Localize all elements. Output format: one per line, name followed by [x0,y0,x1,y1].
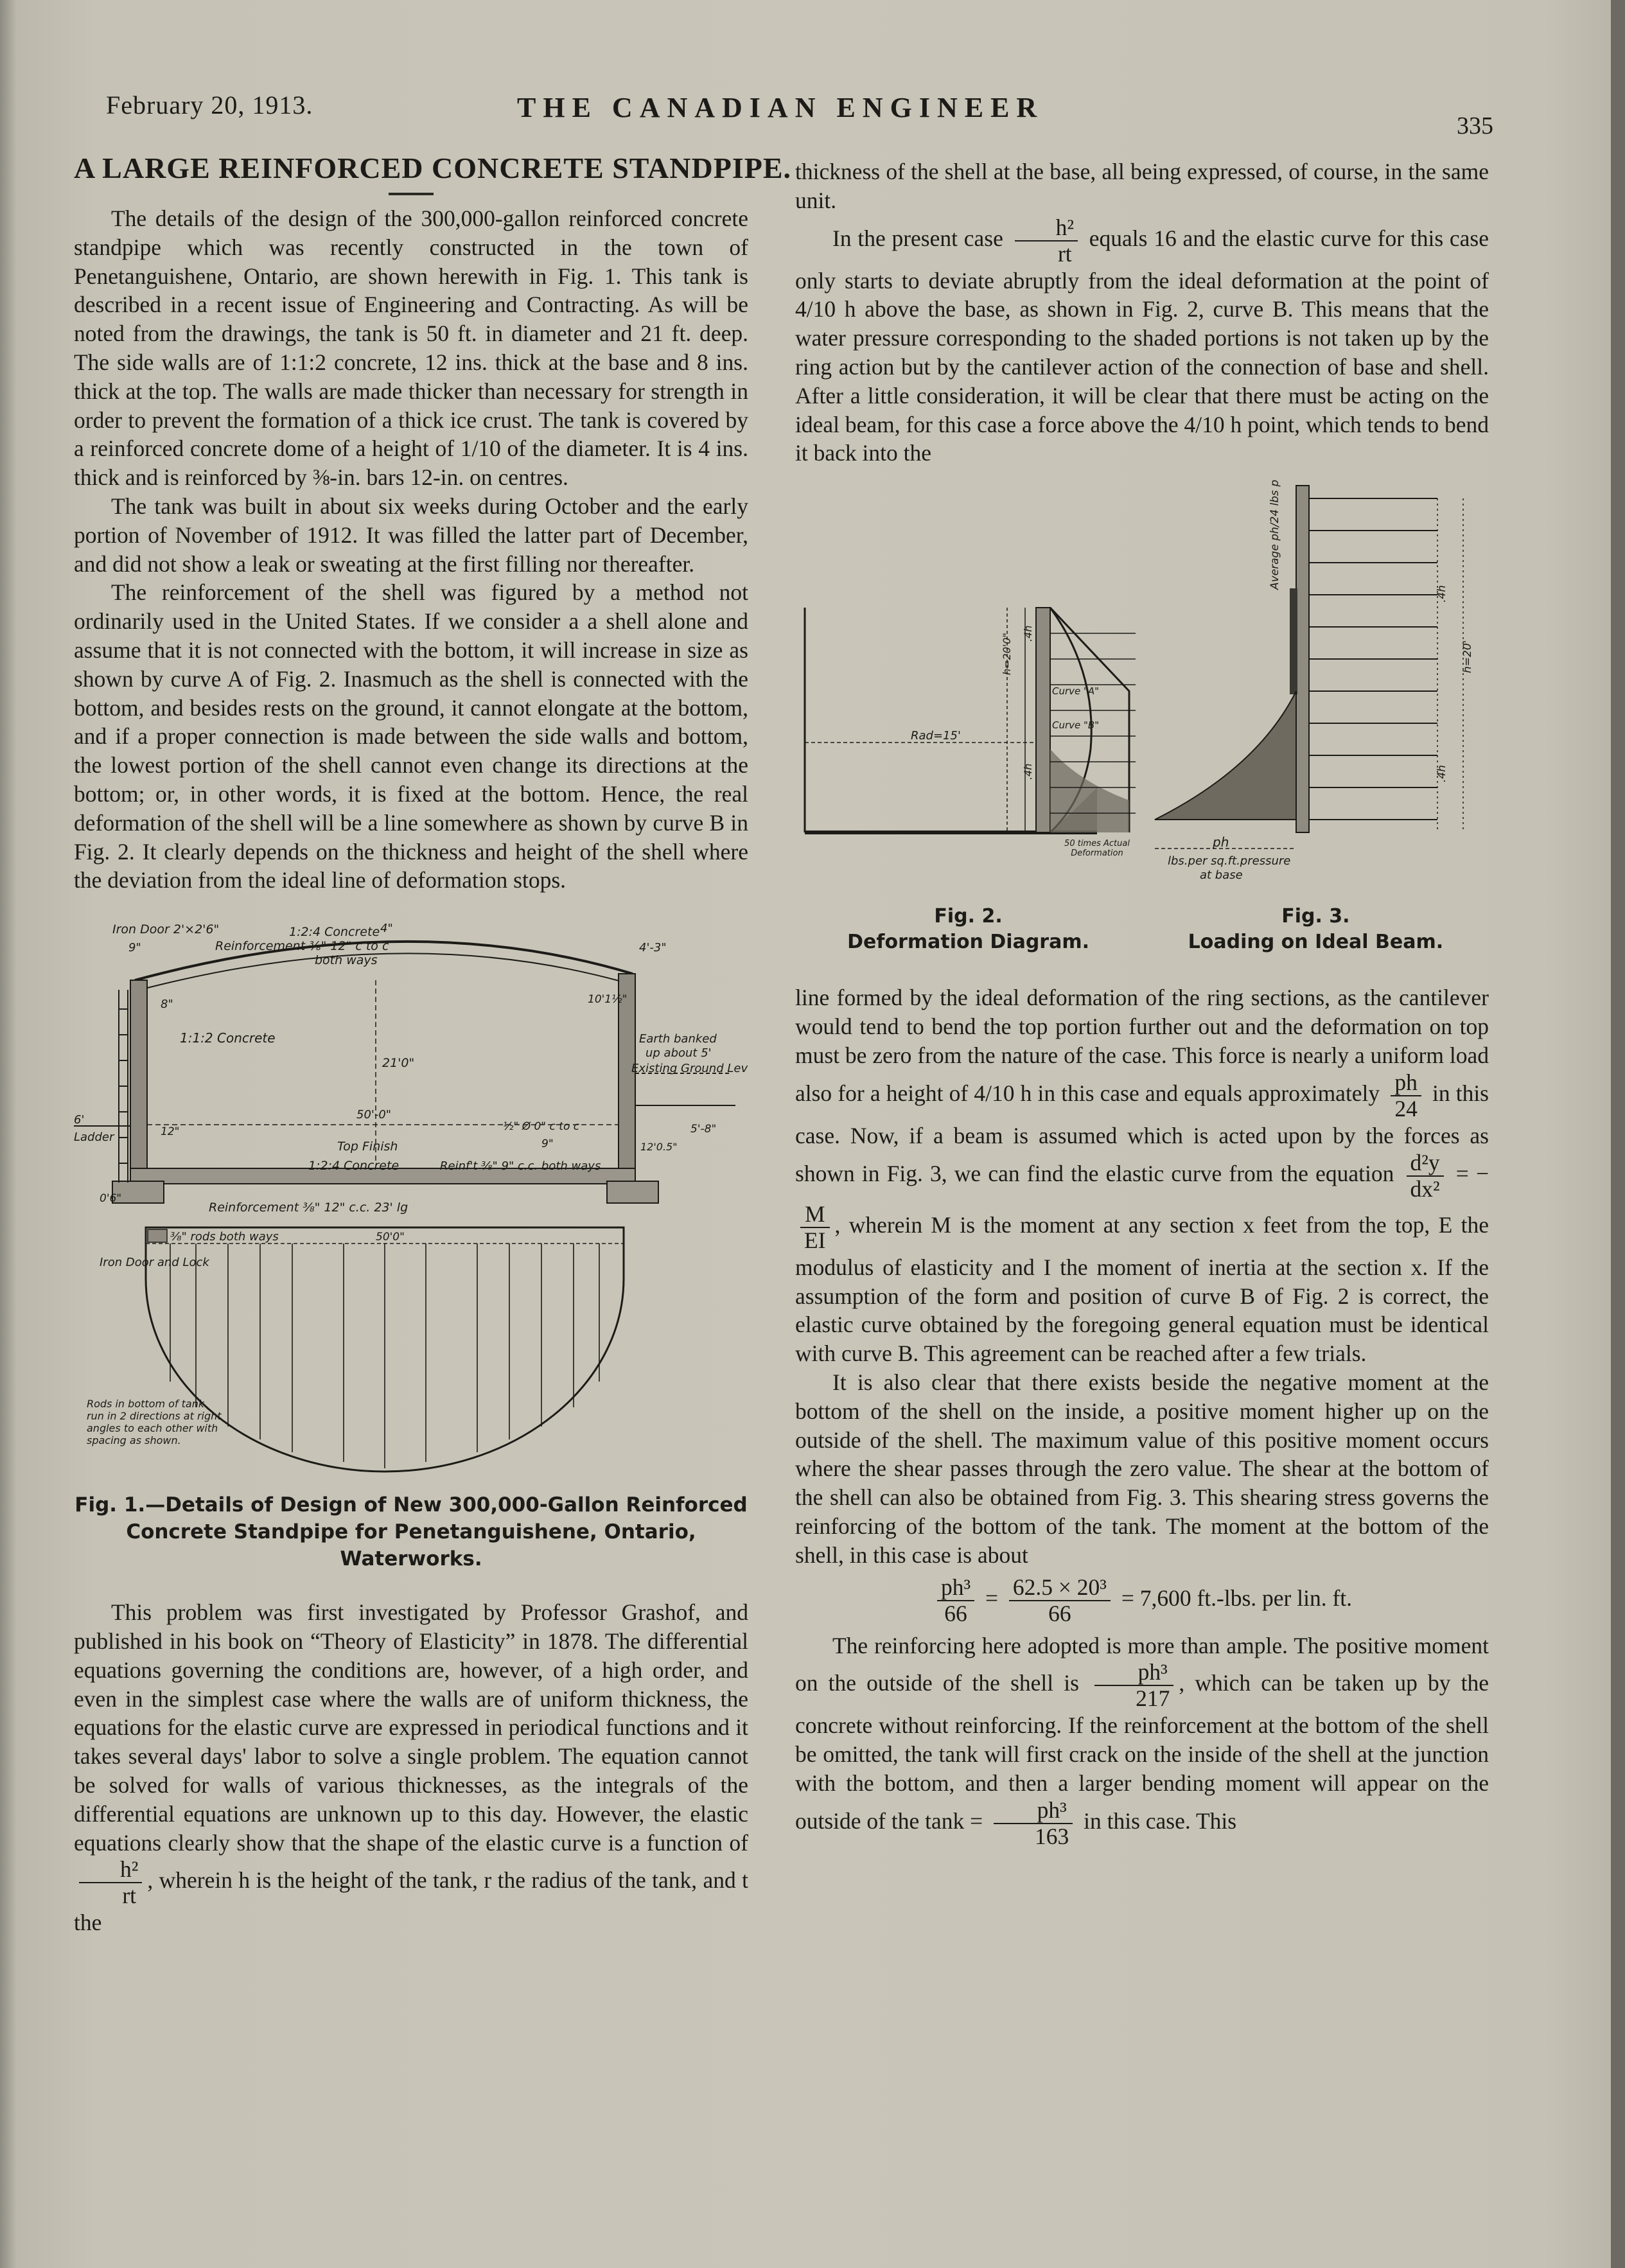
fig1-label: 12'0.5" [640,1141,678,1154]
header-date: February 20, 1913. [106,91,313,119]
fig3-label: ph [1213,834,1229,850]
paragraph: The details of the design of the 300,000-gallon reinforced concrete standpipe which was recently constructed in the town of Penetanguishene, Ontario, are shown herewith in Fig. 1. This tank is described in a recent issue of Engineering and Contracting. As will be noted from the drawings, the tank is 50 ft. in diameter and 21 ft. deep. The side walls are of 1:1:2 concrete, 12 ins. thick at the base and 8 ins. thick at the top. The walls are made thicker than necessary for strength in order to prevent the formation of a thick ice crust. The tank is covered by a reinforced concrete dome of a height of 1/10 of the diameter. It is 4 ins. thick and is reinforced by ⅜-in. bars 12-in. on centres. [74,206,748,491]
fig1-label: 10'1½" [588,993,628,1007]
fig1-label: Reinforcement ⅜" 12" c to c [215,939,389,954]
moment-formula: $\frac{\text{ph³}}{66}$ = $\frac{\text{62.5 × 20³}}{66}$ = 7,600 ft.-lbs. per lin. ft. [795,1575,1489,1626]
figure-3-title: Loading on Ideal Beam. [1188,931,1444,954]
figure-1-standpipe-drawing [74,919,748,1484]
fig1-label: Iron Door 2'×2'6" [112,922,220,937]
paragraph-text: in this case. This [1084,1808,1237,1834]
figure-3-loading-diagram [1155,479,1474,882]
fraction-denominator: dx² [1407,1175,1444,1202]
fraction-numerator: 62.5 × 20³ [1012,1574,1107,1600]
fraction-ph-24 [1391,1070,1421,1121]
fig1-label: 1:1:2 Concrete [180,1030,276,1046]
figure-1-caption: Fig. 1.—Details of Design of New 300,000-Gallon Reinforced Concrete Standpipe for Penetanguishene, Ontario, Waterworks. [75,1493,748,1571]
fig3-label: .4h [1436,585,1448,603]
fig1-label: Reinf't ⅜" 9" c.c. both ways [440,1159,601,1174]
fig1-label: 12" [161,1125,180,1139]
fig2-label: Rad=15' [911,729,961,743]
figure-2-title: Deformation Diagram. [847,931,1090,954]
title-rule [389,193,434,195]
paragraph-text: line formed by the ideal deformation of the ring sections, as the cantilever would tend to bend the top portion further out and the deformation on top must be zero from the nature of the case. This force is nearly a uniform load also for a height of 4/10 h in this case and equals approximately [795,985,1489,1106]
fig3-label: Average ph/24 lbs per lin ft [1269,479,1281,590]
fig1-label: 9" [128,941,141,955]
paragraph: It is also clear that there exists beside the negative moment at the bottom of the shell on the inside, a positive moment higher up on the outside of the shell. The maximum value of this positive moment occurs where the shear passes through the zero value. The shear at the bottom of the shell can also be obtained from Fig. 3. This shearing stress governs the reinforcing of the bottom of the tank. The moment at the bottom of the shell, in this case is about [795,1369,1489,1568]
fig1-label: Top Finish [337,1139,398,1154]
fig1-label: 0'6" [100,1192,122,1206]
fig1-rods-note: Rods in bottom of tank run in 2 directions at right angles to each other with spacing as shown. [87,1398,222,1447]
paragraph [795,215,1489,468]
fraction-ph3-163 [994,1798,1073,1849]
page-gutter-shadow [0,0,17,2268]
fraction-numerator: ph [1394,1069,1418,1095]
fig3-label: at base [1200,868,1243,883]
fig1-label: Ladder [74,1130,114,1145]
fig1-label: Existing Ground Level [631,1062,748,1076]
fig3-label: h=20' [1461,640,1474,674]
fraction-ph3-217 [1094,1660,1173,1711]
paragraph-text: in this case. Now, if a beam is assumed which is acted upon by the forces as shown in Fig. 3, we can find the elastic curve from the equation [795,1080,1489,1186]
fig1-label: both ways [315,953,378,968]
fraction-numerator: ph³ [1138,1659,1168,1685]
fraction-ph3-66 [937,1575,974,1626]
figure-2-number: Fig. 2. [934,905,1003,928]
article-title: A LARGE REINFORCED CONCRETE STANDPIPE. [74,152,792,184]
fraction-numerator: d²y [1410,1149,1440,1175]
figure-2-deformation-diagram [805,608,1145,871]
right-column [795,157,1489,1849]
paragraph-text: The reinforcing here adopted is more than ample. The positive moment on the outside of the shell is [795,1632,1489,1696]
paragraph: The tank was built in about six weeks during October and the early portion of November of 1912. It was filled the latter part of December, and did not show a leak or sweating at the first filling nor thereafter. [74,493,748,577]
fraction-denominator: 66 [937,1600,974,1626]
fig2-label: .4h [1022,625,1034,642]
fig1-label: 1:2:4 Concrete [308,1159,400,1174]
fig1-label: Iron Door and Lock [100,1256,209,1270]
fig1-label: 4" [380,922,393,936]
paragraph-text: wherein h is the height of the tank, r the radius of the tank, and t the [74,1867,748,1936]
paragraph: line formed by the ideal deformation of the ring sections, as the cantilever would tend to bend the top portion further out and the deformation on top must be zero from the nature of the case. This force is nearly a uniform load also for a height of 4/10 h in this case and equals approximately $\frac{ph}{24}$ in this case. Now, if a beam is assumed which is acted upon by the forces as shown in Fig. 3, we can find the elastic curve from the equation $\frac{\text{d²y}}{\text{dx²}}$ = − $\frac{M}{EI}$ , wherein M is the moment at any section x feet from the top, E the modulus of elasticity and I the moment of inertia at the section x. If the assumption of the form and position of curve B of Fig. 2 is correct, the elastic curve obtained by the foregoing general equation must be identical with curve B. This agreement can be reached after a few trials. [795,985,1489,1367]
fig2-label: Curve "B" [1052,719,1100,732]
fraction-denominator: 163 [994,1823,1073,1849]
fig1-label: 50'-0" [356,1108,392,1122]
fig1-label: 21'0" [382,1056,415,1071]
fig1-label: Reinforcement ⅜" 12" c.c. 23' lg [209,1200,408,1215]
fig1-label: ½" Ø 0" c to c [503,1120,580,1134]
page-header [106,84,1493,139]
paragraph: The reinforcing here adopted is more than ample. The positive moment on the outside of the shell is $\frac{\text{ph³}}{217}$ , which can be taken up by the concrete without reinforcing. If the reinforcement at the bottom of the shell be omitted, the tank will first crack on the inside of the shell at the junction with the bottom, and then a larger bending moment will appear on the outside of the tank = $\frac{\text{ph³}}{163}$ in this case. This [795,1632,1489,1849]
formula-result: = 7,600 ft.-lbs. per lin. ft. [1121,1585,1353,1611]
fraction-calculation [1009,1575,1111,1626]
fraction-denominator: 217 [1094,1685,1173,1711]
fraction-numerator: ph³ [940,1574,971,1600]
fig2-label: Curve "A" [1052,685,1100,698]
header-page-number: 335 [1457,112,1493,139]
fraction-h2-rt [1015,215,1078,267]
fig1-label: up about 5' [646,1046,712,1060]
fig1-label: Earth banked [639,1032,717,1046]
figures-2-and-3 [795,479,1489,897]
fraction-d2y-dx2 [1407,1150,1444,1202]
paragraph-text: In the present case [832,225,1003,251]
fraction-numerator: M [804,1200,825,1227]
fraction-numerator: ph³ [1037,1797,1067,1823]
fig1-label: 4'-3" [639,941,667,955]
figure-3-caption [1155,904,1476,955]
figure-captions [795,904,1489,955]
header-journal-title: THE CANADIAN ENGINEER [517,92,1044,123]
paragraph: thickness of the shell at the base, all being expressed, of course, in the same unit. [795,159,1489,213]
paragraph-text: This problem was first investigated by Professor Grashof, and published in his book on “Theory of Elasticity” in 1878. The differential equations governing the conditions are, however, of a high order, and even in the simplest case where the walls are of uniform thickness, the equations for the elastic curve are expressed in periodical functions and it takes several days' labor to solve a single problem. The equation cannot be solved for walls of various thicknesses, as the integrals of the differential equations are unknown up to this day. However, the elastic equations clearly show that the shape of the elastic curve is a function of [74,1599,748,1856]
binding-edge [1611,0,1625,2268]
fig1-label: 6' [74,1113,85,1127]
figure-3-number: Fig. 3. [1281,905,1350,928]
fraction-denominator: EI [800,1227,830,1253]
fig1-label: 8" [161,998,173,1012]
fig1-label: 9" [541,1138,554,1151]
fraction-M-EI [800,1202,830,1253]
fig2-scale-note: 50 times Actual Deformation [1064,839,1130,859]
fraction-numerator: h² [1055,214,1075,240]
fig1-label: ⅜" rods both ways [170,1230,279,1244]
fig1-label: 1:2:4 Concrete [289,925,380,940]
paragraph: This problem was first investigated by Professor Grashof, and published in his book on “Theory of Elasticity” in 1878. The differential equations governing the conditions are, however, of a high order, and even in the simplest case where the walls are of uniform thickness, the equations for the elastic curve are expressed in periodical functions and it takes several days' labor to solve a single problem. The equation cannot be solved for walls of various thicknesses, as the integrals of the differential equations are unknown up to this day. However, the elastic equations clearly show that the shape of the elastic curve is a function of $\frac{\text{h²}}{rt}$ , wherein h is the height of the tank, r the radius of the tank, and t the [74,1599,748,1936]
fig3-label: lbs.per sq.ft.pressure [1168,854,1291,868]
paragraph-text: wherein M is the moment at any section x feet from the top, E the modulus of elasticity and I the moment of inertia at the section x. If the assumption of the form and position of curve B of Fig. 2 is correct, the elastic curve obtained by the foregoing general equation must be identical with curve B. This agreement can be reached after a few trials. [795,1211,1489,1367]
paragraph: The reinforcement of the shell was figured by a method not ordinarily used in the United States. If we consider a a shell alone and assume that it is not connected with the bottom, it will increase in size as shown by curve A of Fig. 2. Inasmuch as the shell is connected with the bottom, and besides rests on the ground, it cannot elongate at the bottom, and if a proper connection is made between the side walls and bottom, the lowest portion of the shell cannot even change its directions at the bottom; or, in other words, it is fixed at the bottom. Hence, the real deformation of the shell will be a line somewhere as shown by curve B in Fig. 2. It clearly depends on the thickness and height of the shell where the deviation from the ideal line of deformation stops. [74,579,748,893]
fig1-label: 5'-8" [690,1123,717,1136]
fraction-h2-rt [79,1857,142,1908]
left-column [74,151,792,1937]
fig2-label: .4h [1022,763,1034,780]
figure-2-caption [808,904,1129,955]
fraction-denominator: 66 [1009,1600,1111,1626]
fig2-label: h=20'0" [1001,633,1013,676]
paragraph-text: which can be taken up by the concrete without reinforcing. If the reinforcement at the bottom of the shell be omitted, the tank will first crack on the inside of the shell at the junction with the bottom, and then a larger bending moment will appear on the outside of the tank [795,1670,1489,1834]
fraction-denominator: rt [79,1882,142,1908]
fraction-numerator: h² [120,1856,139,1883]
fig3-label: .4h [1436,765,1448,783]
paragraph-text: equals 16 and the elastic curve for this case only starts to deviate abruptly from the ideal deformation at the point of 4/10 h above the base, as shown in Fig. 2, curve B. This means that the water pressure corresponding to the shaded portions is not taken up by the ring action but by the cantilever action of the connection of base and shell. After a little consideration, it will be clear that there must be acting on the ideal beam, for this case a force above the 4/10 h point, which tends to bend it back into the [795,225,1489,466]
fig1-label: 50'0" [376,1231,405,1244]
fraction-denominator: rt [1015,240,1078,267]
fraction-denominator: 24 [1391,1095,1421,1121]
